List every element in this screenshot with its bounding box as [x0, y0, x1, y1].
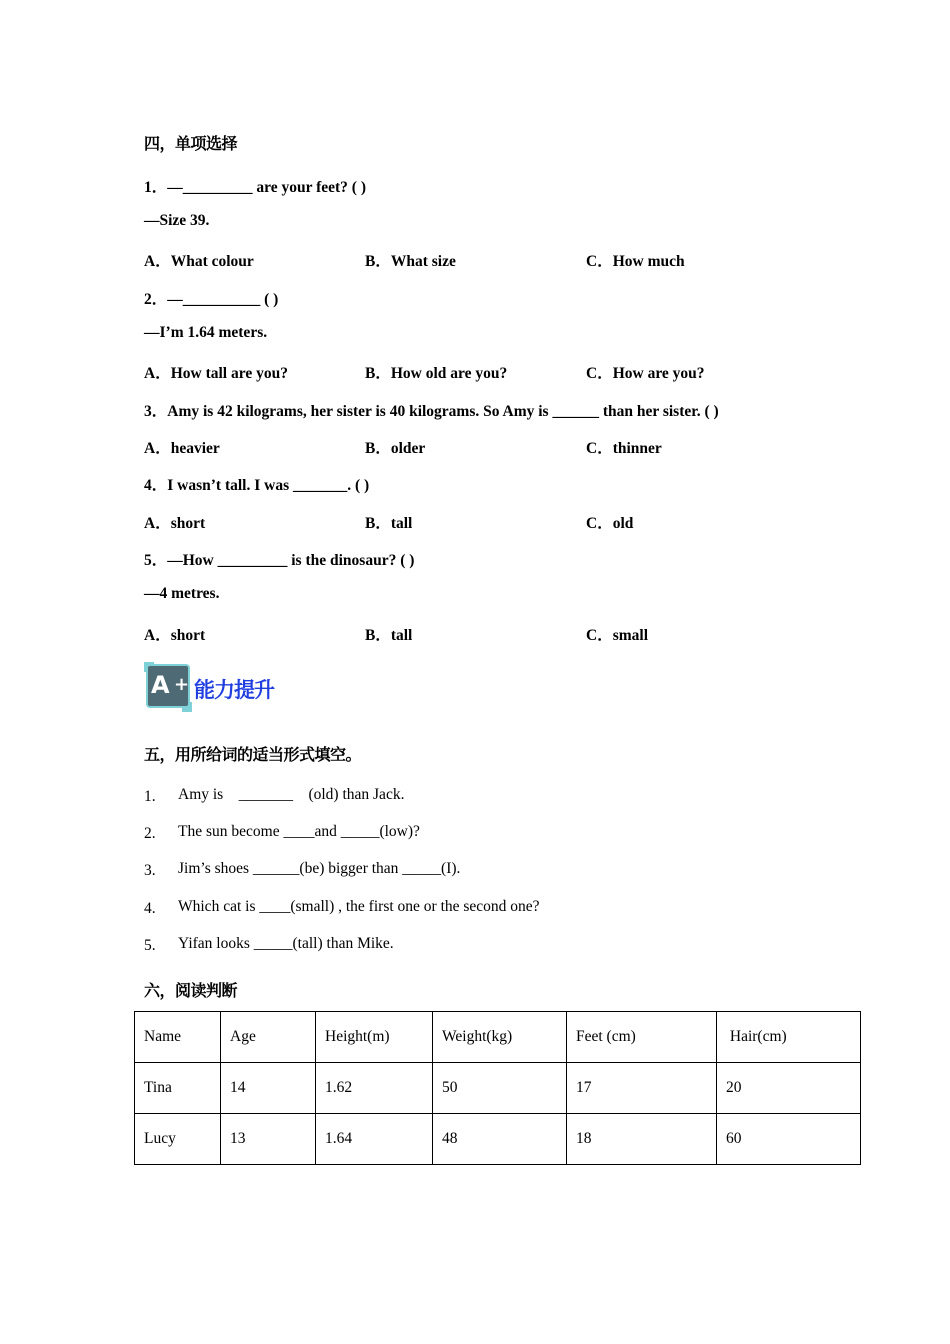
table-cell: 1.62: [316, 1063, 433, 1114]
ability-boost-label: 能力提升: [194, 678, 274, 702]
question-2-answer: —I’m 1.64 meters.: [144, 324, 268, 341]
fill-item-1-text: Amy is _______ (old) than Jack.: [178, 786, 405, 803]
question-5-option-a: A．short: [144, 627, 206, 644]
question-1-option-c: C．How much: [586, 253, 685, 270]
fill-item-2-number: 2.: [144, 825, 156, 842]
ability-boost-banner: [144, 662, 294, 716]
question-3-option-a: A．heavier: [144, 440, 220, 457]
question-4-option-b: B．tall: [365, 515, 413, 532]
section-6-title: 六，阅读判断: [144, 981, 238, 1000]
table-cell: 18: [567, 1114, 717, 1165]
fill-item-5-text: Yifan looks _____(tall) than Mike.: [178, 935, 394, 952]
question-3-option-c: C．thinner: [586, 440, 662, 457]
fill-item-1-number: 1.: [144, 788, 156, 805]
table-cell: 1.64: [316, 1114, 433, 1165]
table-row: [135, 1063, 861, 1114]
question-5-answer: —4 metres.: [144, 585, 220, 602]
section-5-title: 五，用所给词的适当形式填空。: [144, 745, 362, 764]
question-3-stem: 3．Amy is 42 kilograms, her sister is 40 kilograms. So Amy is ______ than her sister. ( ): [144, 403, 719, 420]
table-cell: 50: [433, 1063, 567, 1114]
question-2-stem: 2．—__________ ( ): [144, 291, 279, 308]
question-4-option-a: A．short: [144, 515, 206, 532]
badge-letter: A: [151, 671, 170, 699]
table-header-cell: Feet (cm): [567, 1012, 717, 1063]
question-5-stem: 5．—How _________ is the dinosaur? ( ): [144, 552, 415, 569]
question-1-option-a: A．What colour: [144, 253, 254, 270]
table-cell: Lucy: [135, 1114, 221, 1165]
question-1-option-b: B．What size: [365, 253, 456, 270]
table-header-row: [135, 1012, 861, 1063]
table-header-cell: Height(m): [316, 1012, 433, 1063]
section-4-title: 四，单项选择: [144, 134, 238, 153]
fill-item-4-text: Which cat is ____(small) , the first one or the second one?: [178, 898, 540, 915]
fill-item-4-number: 4.: [144, 900, 156, 917]
table-header-cell: Weight(kg): [433, 1012, 567, 1063]
fill-item-3-number: 3.: [144, 862, 156, 879]
table-cell: 13: [221, 1114, 316, 1165]
question-4-option-c: C．old: [586, 515, 634, 532]
table-cell: Tina: [135, 1063, 221, 1114]
table-header-cell: Name: [135, 1012, 221, 1063]
table-row: [135, 1114, 861, 1165]
table-header-cell: Hair(cm): [717, 1012, 861, 1063]
table-cell: 60: [717, 1114, 861, 1165]
fill-item-3-text: Jim’s shoes ______(be) bigger than _____(I).: [178, 860, 461, 877]
question-3-option-b: B．older: [365, 440, 426, 457]
fill-item-5-number: 5.: [144, 937, 156, 954]
a-plus-badge-icon: [146, 664, 190, 708]
question-1-answer: —Size 39.: [144, 212, 210, 229]
table-cell: 17: [567, 1063, 717, 1114]
question-2-option-b: B．How old are you?: [365, 365, 508, 382]
question-2-option-a: A．How tall are you?: [144, 365, 288, 382]
question-2-option-c: C．How are you?: [586, 365, 705, 382]
question-5-option-c: C．small: [586, 627, 649, 644]
info-table: [134, 1011, 861, 1165]
table-cell: 20: [717, 1063, 861, 1114]
table-header-cell: Age: [221, 1012, 316, 1063]
question-4-stem: 4．I wasn’t tall. I was _______. ( ): [144, 477, 370, 494]
question-5-option-b: B．tall: [365, 627, 413, 644]
question-1-stem: 1．—_________ are your feet? ( ): [144, 179, 366, 196]
fill-item-2-text: The sun become ____and _____(low)?: [178, 823, 420, 840]
table-cell: 48: [433, 1114, 567, 1165]
table-cell: 14: [221, 1063, 316, 1114]
badge-plus: +: [174, 674, 190, 695]
